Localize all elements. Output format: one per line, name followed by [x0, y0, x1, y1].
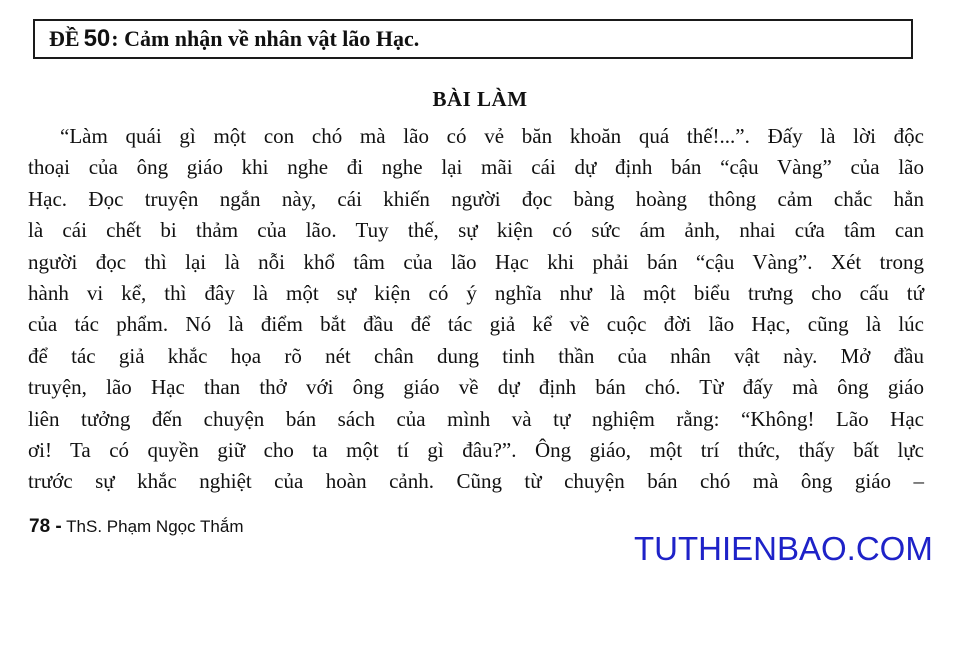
watermark-text: TUTHIENBAO.COM — [634, 530, 933, 567]
body-line: là cái chết bi thảm của lão. Tuy thế, sự kiện có sức ám ảnh, nhai cứa tâm can — [28, 218, 924, 243]
cut-off-top-line — [40, 0, 560, 4]
body-line: thoại của ông giáo khi nghe đi nghe lại mãi cái dự định bán “cậu Vàng” của lão — [28, 155, 924, 180]
exercise-label: ĐỀ — [49, 26, 80, 51]
essay-body — [28, 121, 924, 498]
body-line: của tác phẩm. Nó là điểm bắt đầu để tác giả kể về cuộc đời lão Hạc, cũng là lúc — [28, 312, 924, 337]
body-line: truyện, lão Hạc than thở với ông giáo về dự định bán chó. Từ đấy mà ông giáo — [28, 375, 924, 400]
body-line: trước sự khắc nghiệt của hoàn cảnh. Cũng từ chuyện bán chó mà ông giáo – — [28, 469, 924, 494]
body-line: người đọc thì lại là nỗi khổ tâm của lão Hạc khi phải bán “cậu Vàng”. Xét trong — [28, 249, 924, 274]
section-heading: BÀI LÀM — [432, 87, 528, 111]
exercise-title: : Cảm nhận về nhân vật lão Hạc. — [111, 26, 420, 51]
body-line: liên tưởng đến chuyện bán sách của mình và tự nghiệm rằng: “Không! Lão Hạc — [28, 406, 924, 431]
body-line: ơi! Ta có quyền giữ cho ta một tí gì đâu?”. Ông giáo, một trí thức, thấy bất lực — [28, 437, 924, 462]
body-line: để tác giả khắc họa rõ nét chân dung tinh thần của nhân vật này. Mở đầu — [28, 343, 924, 368]
exercise-title-box — [33, 19, 913, 59]
body-line: “Làm quái gì một con chó mà lão có vẻ băn khoăn quá thế!...”. Đấy là lời độc — [60, 124, 924, 148]
page-number: 78 - — [29, 516, 62, 537]
exercise-number: 50 — [83, 25, 111, 52]
body-line: Hạc. Đọc truyện ngắn này, cái khiến người đọc bàng hoàng thông cảm chắc hẳn — [28, 186, 924, 211]
author-name: ThS. Phạm Ngọc Thắm — [66, 517, 244, 536]
body-line: hành vi kể, thì đây là một sự kiện có ý nghĩa như là một biểu trưng cho cấu tứ — [28, 280, 924, 305]
page-footer — [29, 516, 244, 538]
